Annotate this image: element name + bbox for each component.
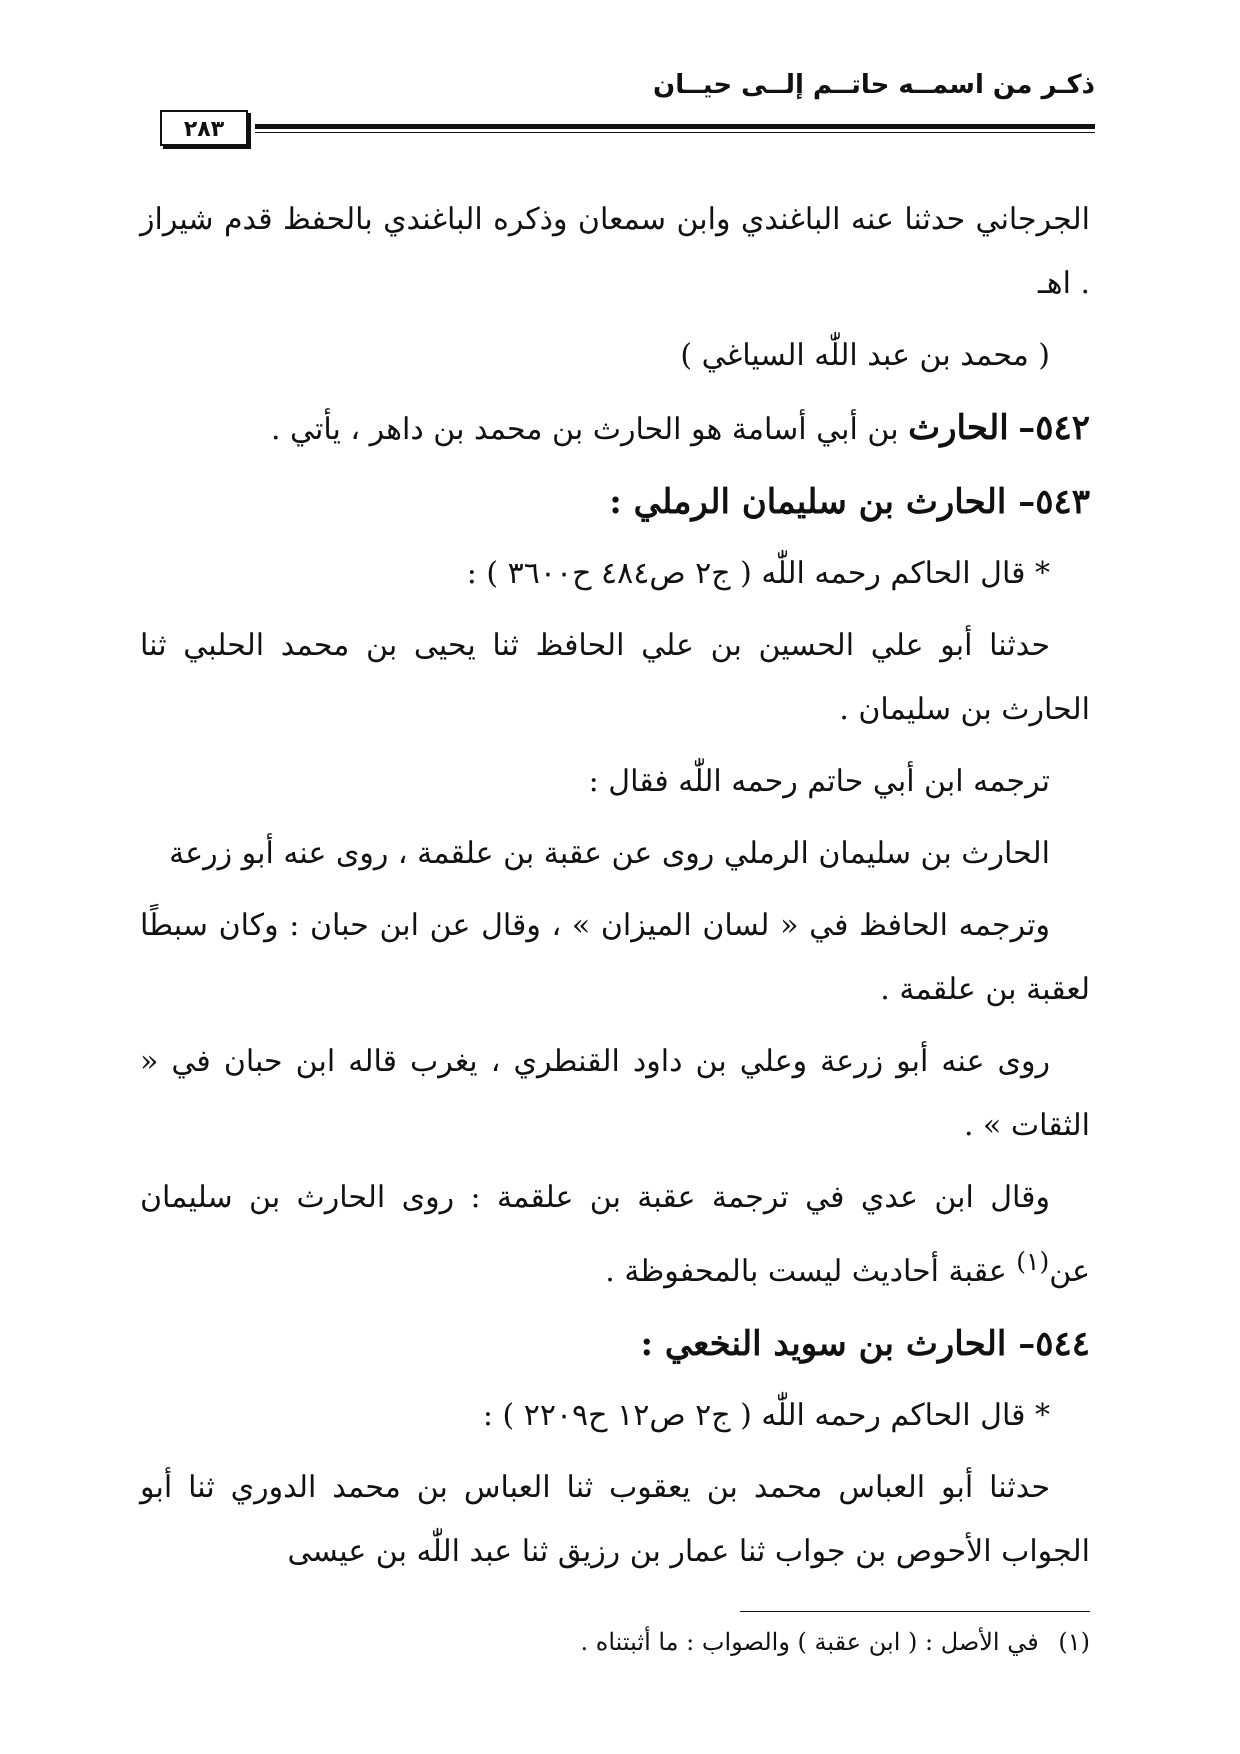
entry-543-abi-hatim-text: الحارث بن سليمان الرملي روى عن عقبة بن علقمة ، روى عنه أبو زرعة: [169, 836, 1050, 871]
entry-542: [140, 396, 1090, 462]
ibn-adi-text-after: عقبة أحاديث ليست بالمحفوظة .: [605, 1254, 1017, 1289]
entry-544-isnad: حدثنا أبو العباس محمد بن يعقوب ثنا العباس بن محمد الدوري ثنا أبو الجواب الأحوص بن جواب ثنا عمار بن رزيق ثنا عبد اللّٰه بن عيسى: [140, 1470, 1090, 1569]
entry-543-hafiz-text: وترجمه الحافظ في « لسان الميزان » ، وقال عن ابن حبان : وكان سبطًا لعقبة بن علقمة .: [140, 908, 1090, 1007]
entry-542-number: ٥٤٢–: [1018, 408, 1090, 448]
entry-543-hakim-ref: * قال الحاكم رحمه اللّٰه ( ج٢ ص٤٨٤ ح٣٦٠٠ ) :: [466, 556, 1050, 591]
footnote-divider: [740, 1611, 1090, 1612]
entry-543-abi-hatim-intro: ترجمه ابن أبي حاتم رحمه اللّٰه فقال :: [588, 764, 1050, 799]
author-signature: ( محمد بن عبد اللّٰه السياغي ): [680, 338, 1050, 373]
page-number: ٢٨٣: [160, 110, 248, 146]
footnote-marker: (١): [1058, 1628, 1090, 1656]
main-text: [140, 188, 1090, 1592]
entry-542-text: بن أبي أسامة هو الحارث بن محمد بن داهر ، يأتي .: [270, 412, 899, 447]
entry-543-heading: ٥٤٣– الحارث بن سليمان الرملي :: [609, 482, 1090, 522]
paragraph-continuation: الجرجاني حدثنا عنه الباغندي وابن سمعان وذكره الباغندي بالحفظ قدم شيراز . اهـ: [140, 202, 1090, 301]
running-title: ذكـر من اسمــه حاتــم إلــى حيــان: [653, 70, 1095, 100]
footnote-reference: (١): [1016, 1247, 1050, 1276]
entry-542-name: الحارث: [908, 408, 1009, 448]
page-header: [160, 70, 1095, 145]
entry-543-isnad: حدثنا أبو علي الحسين بن علي الحافظ ثنا يحيى بن محمد الحلبي ثنا الحارث بن سليمان .: [140, 628, 1090, 727]
header-rule-thin: [255, 132, 1095, 133]
header-rule-thick: [255, 124, 1095, 129]
entry-543-ibn-hibban-text: روى عنه أبو زرعة وعلي بن داود القنطري ، يغرب قاله ابن حبان في « الثقات » .: [140, 1044, 1090, 1143]
entry-543-ibn-adi-text: [140, 1166, 1090, 1304]
footnote: [190, 1620, 1090, 1664]
footnote-text: في الأصل : ( ابن عقبة ) والصواب : ما أثبتناه .: [580, 1628, 1039, 1656]
entry-544-heading: ٥٤٤– الحارث بن سويد النخعي :: [640, 1324, 1090, 1364]
ibn-adi-text-before: وقال ابن عدي في ترجمة عقبة بن علقمة : روى الحارث بن سليمان عن: [140, 1180, 1090, 1289]
entry-544-hakim-ref: * قال الحاكم رحمه اللّٰه ( ج٢ ص١٢ ح٢٢٠٩ ) :: [482, 1398, 1050, 1433]
